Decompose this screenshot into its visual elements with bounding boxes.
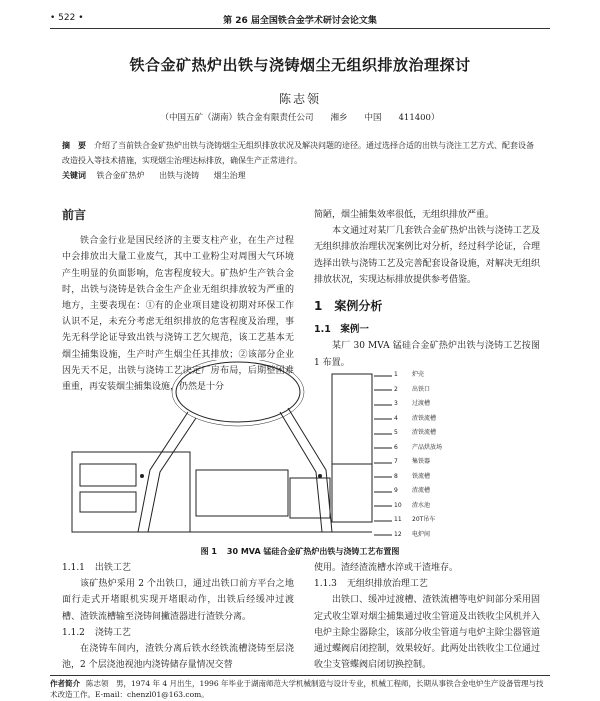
subsubsection-heading-1-1-2: 1.1.2 浇铸工艺 bbox=[62, 627, 131, 638]
legend-item: 8 铁流槽 bbox=[394, 472, 431, 480]
paragraph: 出铁口、缓冲过渡槽、渣铁流槽等电炉间部分采用固定式收尘罩对烟尘捕集通过收尘管道及出铁收尘风机并入电炉主除尘器除尘，该部分收尘管道与电炉主除尘器管道通过蝶阀启闭控制，效果较好。此两处出铁收尘工位通过收尘支管蝶阀启闭切换控制。 bbox=[314, 595, 540, 671]
lower-right-column bbox=[314, 560, 540, 673]
paragraph: 某厂 30 MVA 锰硅合金矿热炉出铁与浇铸工艺按图 1 布置。 bbox=[314, 341, 540, 368]
paragraph-continued: 简陋，烟尘捕集效率很低，无组织排放严重。 bbox=[314, 210, 495, 220]
figure-1 bbox=[70, 360, 530, 540]
footnote-rule bbox=[50, 675, 550, 676]
legend-item: 9 渣流槽 bbox=[394, 487, 431, 494]
figure-legend bbox=[394, 368, 442, 542]
legend-item: 11 20T吊车 bbox=[394, 516, 436, 523]
process-layout-diagram bbox=[70, 360, 530, 540]
figure-caption bbox=[50, 546, 550, 557]
keyword: 出铁与浇铸 bbox=[159, 171, 200, 180]
keyword: 铁合金矿热炉 bbox=[96, 171, 145, 180]
right-column bbox=[314, 207, 540, 371]
running-header bbox=[50, 10, 550, 29]
legend-item: 2 出铁口 bbox=[394, 385, 431, 393]
paragraph: 在浇铸车间内，渣铁分离后铁水经铁流槽浇铸至层浇池，2 个层浇池视池内浇铸储存量情况交替 bbox=[62, 644, 294, 671]
legend-item: 7 集铁器 bbox=[394, 458, 431, 465]
keywords-label: 关键词 bbox=[62, 171, 86, 180]
keywords bbox=[62, 170, 538, 181]
legend-item: 5 渣铁流槽 bbox=[394, 429, 437, 436]
legend-item: 1 炉壳 bbox=[394, 371, 425, 378]
footnote-text: 陈志领 男，1974 年 4 月出生，1996 年毕业于湖南师范大学机械制造与设计专业，机械工程师，长期从事铁合金电炉生产设备管理与技术改造工作。E-mail：chenzl01@163.com。 bbox=[50, 679, 544, 699]
subsection-heading-1-1: 1.1 案例一 bbox=[314, 324, 369, 336]
paragraph: 该矿热炉采用 2 个出铁口，通过出铁口前方平台之地面行走式开堵眼机实现开堵眼动作，出铁后经缓冲过渡槽、渣铁流槽输至浇铸间撇渣器进行渣铁分离。 bbox=[62, 579, 294, 622]
abstract-text: 介绍了当前铁合金矿热炉出铁与浇铸烟尘无组织排放状况及解决问题的途径。通过选择合适的出铁与浇注工艺方式、配套设备改造投入等技术措施，实现烟尘治理达标排放，确保生产正常进行。 bbox=[62, 141, 534, 165]
legend-item: 10 渣水池 bbox=[394, 501, 431, 509]
abstract-label: 摘 要 bbox=[62, 141, 86, 150]
section-heading-1: 1 案例分析 bbox=[314, 299, 383, 314]
paragraph-continued: 使用。渣经渣流槽水淬或干渣堆存。 bbox=[314, 563, 459, 573]
subsubsection-heading-1-1-3: 1.1.3 无组织排放治理工艺 bbox=[314, 579, 428, 590]
author-bio-footnote bbox=[50, 678, 550, 700]
keyword: 烟尘治理 bbox=[213, 171, 246, 180]
footnote-label: 作者简介 bbox=[50, 679, 80, 688]
page-number: • 522 • bbox=[50, 13, 84, 23]
affiliation: （中国五矿（湖南）铁合金有限责任公司 湘乡 中国 411400） bbox=[160, 113, 440, 123]
figure-caption-text: 30 MVA 锰硅合金矿热炉出铁与浇铸工艺布置图 bbox=[226, 547, 400, 556]
paper-title: 铁合金矿热炉出铁与浇铸烟尘无组织排放治理探讨 bbox=[129, 56, 471, 74]
lower-left-column bbox=[62, 560, 294, 673]
author: 陈志领 bbox=[278, 92, 321, 106]
legend-item: 4 渣铁流槽 bbox=[394, 414, 437, 422]
intro-paragraph: 铁合金行业是国民经济的主要支柱产业，在生产过程中会排放出大量工业废气，其中工业粉尘对周围大气环境产生明显的负面影响，危害程度较大。矿热炉生产铁合金时，出铁与浇铸是铁合金生产企业无组织排放较为严重的地方，主要表现在：①有的企业项目建设初期对环保工作认识不足，未充分考虑无组织排放的危害程度及治理，事先无科学论证导致出铁与浇铸工艺欠规范，该工艺基本无烟尘捕集设施，生产时产生烟尘任其排放；②该部分企业因先天不足，出铁与浇铸工艺决定厂房布局，后期整困难重重，再安装烟尘捕集设施，仍然是十分 bbox=[62, 236, 294, 393]
legend-item: 6 产品烘放场 bbox=[394, 443, 443, 451]
furnace-shell-shape bbox=[176, 362, 300, 422]
subsubsection-heading-1-1-1: 1.1.1 出铁工艺 bbox=[62, 563, 131, 573]
section-heading-intro: 前言 bbox=[62, 208, 87, 222]
legend-item: 12 电炉间 bbox=[394, 530, 431, 538]
abstract bbox=[62, 138, 538, 168]
legend-item: 3 过渡槽 bbox=[394, 400, 431, 407]
paragraph: 本文通过对某厂几套铁合金矿热炉出铁与浇铸工艺及无组织排放治理状况案例比对分析，经过科学论证，合理选择出铁与浇铸工艺及完善配套设备设施，对解决无组织排放状况，实现达标排放提供参考借鉴。 bbox=[314, 226, 540, 285]
journal-title: 第 26 届全国铁合金学术研讨会论文集 bbox=[223, 16, 377, 26]
figure-label: 图 1 bbox=[200, 547, 217, 556]
